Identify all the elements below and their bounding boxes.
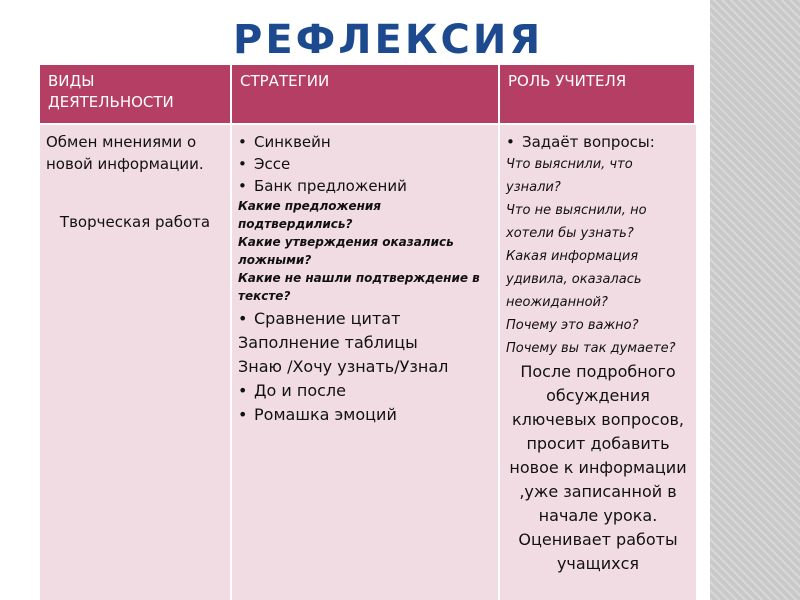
- strategy-table: [40, 65, 696, 600]
- cell-strategies: [232, 123, 500, 600]
- activity-creative: Творческая работа: [59, 213, 211, 231]
- bullet-icon: •: [238, 155, 247, 173]
- question-item: Почему вы так думаете?: [506, 341, 676, 356]
- teacher-text: После подробного обсуждения ключевых вопросов, просит добавить новое к информации ,уже записанной в начале урока.: [509, 362, 687, 525]
- cell-teacher-role: [500, 123, 696, 600]
- text-line: Заполнение таблицы: [238, 333, 418, 352]
- question-item: Что не выяснили, но хотели бы узнать?: [506, 203, 647, 241]
- bullet-icon: •: [238, 405, 248, 424]
- list-item: • Ромашка эмоций: [238, 403, 492, 427]
- page-title: РЕФЛЕКСИЯ: [233, 17, 544, 63]
- decorative-side-stripe: [710, 0, 800, 600]
- question-item: Почему это важно?: [506, 318, 639, 333]
- question-item: Какие не нашли подтверждение в тексте?: [238, 271, 480, 303]
- activity-exchange: Обмен мнениями о новой информации.: [46, 133, 204, 173]
- bullet-icon: •: [238, 177, 247, 195]
- cell-activities: [40, 123, 232, 600]
- bullet-icon: •: [238, 309, 248, 328]
- list-item: • Сравнение цитат: [238, 307, 492, 331]
- list-item: • Задаёт вопросы:: [506, 133, 655, 151]
- question-item: Какая информация удивила, оказалась неожиданной?: [506, 249, 642, 310]
- teacher-text-eval: Оценивает работы учащихся: [518, 530, 678, 573]
- bullet-icon: •: [238, 381, 248, 400]
- bullet-icon: •: [238, 133, 247, 151]
- bullet-icon: •: [506, 133, 515, 151]
- header-strategies: СТРАТЕГИИ: [232, 65, 500, 123]
- header-teacher-role: РОЛЬ УЧИТЕЛЯ: [500, 65, 696, 123]
- list-item: • Синквейн: [238, 133, 331, 151]
- question-item: Что выяснили, что узнали?: [506, 157, 633, 195]
- list-item: • До и после: [238, 379, 492, 403]
- header-activities: ВИДЫ ДЕЯТЕЛЬНОСТИ: [40, 65, 232, 123]
- question-item: Какие утверждения оказались ложными?: [238, 235, 454, 267]
- question-item: Какие предложения подтвердились?: [238, 199, 382, 231]
- list-item: • Эссе: [238, 155, 291, 173]
- text-line: Знаю /Хочу узнать/Узнал: [238, 357, 449, 376]
- list-item: • Банк предложений: [238, 177, 407, 195]
